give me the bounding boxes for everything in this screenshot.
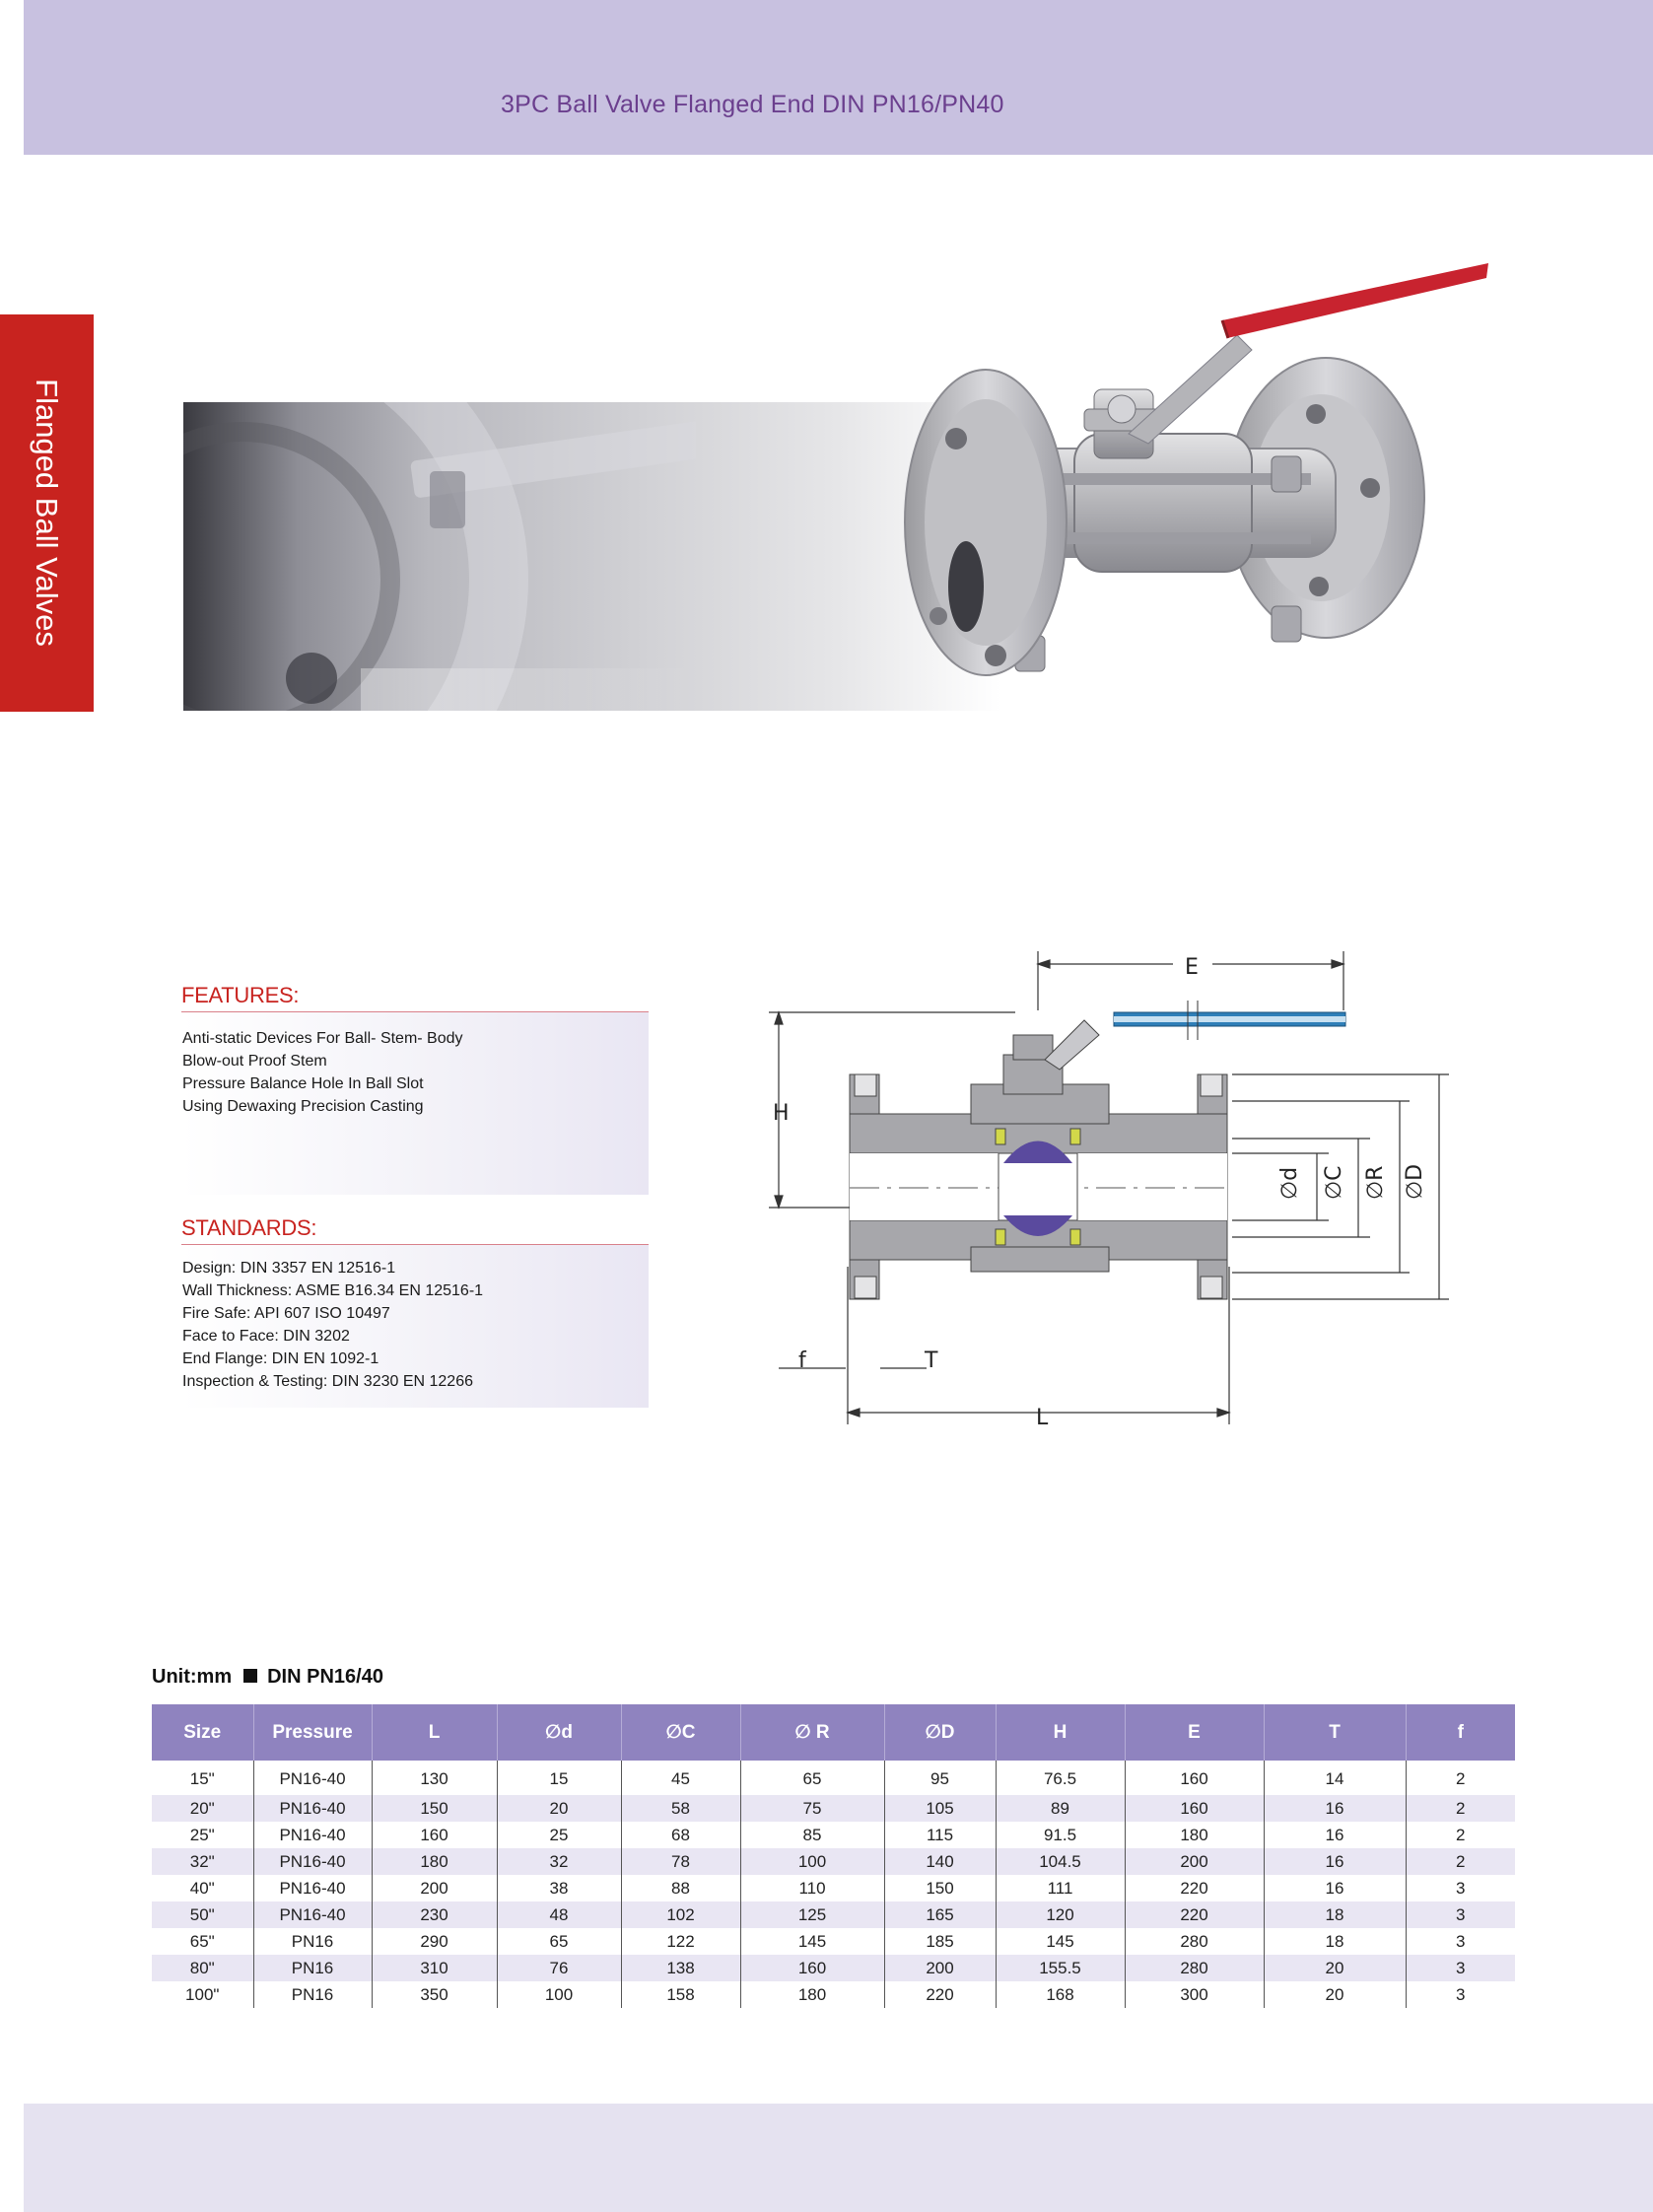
table-cell: 158	[621, 1981, 740, 2008]
table-row	[152, 1955, 1515, 1981]
table-row	[152, 1761, 1515, 1795]
table-cell: 300	[1125, 1981, 1264, 2008]
table-cell: 104.5	[996, 1848, 1125, 1875]
dim-label-c: ∅C	[1322, 1165, 1346, 1200]
table-cell: 290	[372, 1928, 497, 1955]
table-cell: 3	[1406, 1875, 1515, 1901]
dim-label-r: ∅R	[1363, 1165, 1388, 1200]
page-title: 3PC Ball Valve Flanged End DIN PN16/PN40	[501, 91, 1004, 118]
table-cell: 140	[884, 1848, 996, 1875]
header-size: Size	[152, 1704, 253, 1761]
table-cell: 2	[1406, 1822, 1515, 1848]
table-cell: 200	[1125, 1848, 1264, 1875]
valve-cross-section-drawing	[759, 941, 1469, 1434]
table-row	[152, 1981, 1515, 2008]
table-cell: 125	[740, 1901, 884, 1928]
table-cell: 16	[1264, 1875, 1406, 1901]
standards-rule	[181, 1244, 649, 1245]
side-tab-label: Flanged Ball Valves	[30, 379, 64, 647]
standard-item: Fire Safe: API 607 ISO 10497	[182, 1305, 390, 1322]
table-cell: 65"	[189, 1931, 215, 1951]
table-cell: 2	[1406, 1795, 1515, 1822]
table-cell: 220	[884, 1981, 996, 2008]
table-cell: 3	[1406, 1928, 1515, 1955]
table-cell: 160	[1125, 1795, 1264, 1822]
table-cell: 25"	[189, 1825, 215, 1844]
header-d-small: ∅d	[497, 1704, 621, 1761]
table-cell: 65	[497, 1928, 621, 1955]
table-cell: 100"	[185, 1984, 220, 2004]
table-cell: 95	[884, 1761, 996, 1795]
table-cell: 105	[884, 1795, 996, 1822]
table-row	[152, 1928, 1515, 1955]
table-cell: 310	[372, 1955, 497, 1981]
table-cell: 16	[1264, 1822, 1406, 1848]
table-cell: 220	[1125, 1875, 1264, 1901]
table-cell: 185	[884, 1928, 996, 1955]
standard-item: Design: DIN 3357 EN 12516-1	[182, 1260, 396, 1277]
table-cell: 100	[740, 1848, 884, 1875]
header-e: E	[1125, 1704, 1264, 1761]
table-cell: 76.5	[996, 1761, 1125, 1795]
table-cell: 16	[1264, 1848, 1406, 1875]
table-cell: 18	[1264, 1901, 1406, 1928]
table-cell: 2	[1406, 1761, 1515, 1795]
table-row	[152, 1795, 1515, 1822]
dim-label-h: H	[773, 1101, 790, 1126]
table-cell: 138	[621, 1955, 740, 1981]
table-cell: 58	[621, 1795, 740, 1822]
feature-item: Pressure Balance Hole In Ball Slot	[182, 1075, 424, 1092]
table-cell: 280	[1125, 1928, 1264, 1955]
header-pressure: Pressure	[253, 1704, 372, 1761]
standard-text: DIN PN16/40	[267, 1666, 383, 1688]
unit-text: Unit:mm	[152, 1666, 233, 1688]
dimension-table	[152, 1704, 1515, 2008]
features-list	[182, 1027, 463, 1118]
table-cell: 16	[1264, 1795, 1406, 1822]
table-cell: PN16-40	[253, 1875, 372, 1901]
header-t: T	[1264, 1704, 1406, 1761]
table-cell: 80"	[152, 1955, 253, 1981]
table-cell: 85	[740, 1822, 884, 1848]
table-cell: 89	[996, 1795, 1125, 1822]
table-cell: 200	[884, 1955, 996, 1981]
table-cell: 160	[372, 1822, 497, 1848]
table-cell: 15	[497, 1761, 621, 1795]
table-cell: 160	[1125, 1761, 1264, 1795]
header-d-large: ∅D	[884, 1704, 996, 1761]
table-cell: 145	[996, 1928, 1125, 1955]
features-title: FEATURES:	[181, 983, 300, 1007]
header-l: L	[372, 1704, 497, 1761]
table-cell: 88	[621, 1875, 740, 1901]
table-cell: 91.5	[996, 1822, 1125, 1848]
table-cell: 180	[1125, 1822, 1264, 1848]
table-cell: 150	[372, 1795, 497, 1822]
table-cell: 48	[497, 1901, 621, 1928]
dim-label-d-small: ∅d	[1277, 1166, 1302, 1200]
table-cell: 280	[1125, 1955, 1264, 1981]
table-cell: PN16-40	[253, 1901, 372, 1928]
table-row	[152, 1822, 1515, 1848]
table-cell: 220	[1125, 1901, 1264, 1928]
header-band	[24, 0, 1653, 155]
header-c: ∅C	[621, 1704, 740, 1761]
table-cell: 20"	[152, 1795, 253, 1822]
table-cell: 65	[740, 1761, 884, 1795]
table-cell: 115	[884, 1822, 996, 1848]
table-cell: 68	[621, 1822, 740, 1848]
table-cell: 102	[621, 1901, 740, 1928]
table-cell: 145	[740, 1928, 884, 1955]
standards-list	[182, 1257, 483, 1393]
feature-item: Anti-static Devices For Ball- Stem- Body	[182, 1030, 463, 1047]
table-cell: PN16	[253, 1955, 372, 1981]
unit-label	[152, 1666, 383, 1689]
table-cell: PN16-40	[253, 1795, 372, 1822]
table-cell: 50"	[152, 1901, 253, 1928]
table-cell: 25	[497, 1822, 621, 1848]
table-cell: 110	[740, 1875, 884, 1901]
table-cell: 78	[621, 1848, 740, 1875]
table-cell: 14	[1264, 1761, 1406, 1795]
feature-item: Blow-out Proof Stem	[182, 1053, 327, 1070]
table-cell: 3	[1406, 1981, 1515, 2008]
table-cell: 38	[497, 1875, 621, 1901]
table-cell: 180	[740, 1981, 884, 2008]
square-bullet-icon	[243, 1669, 257, 1683]
table-cell: 20	[1264, 1981, 1406, 2008]
table-cell: 130	[372, 1761, 497, 1795]
standard-item: End Flange: DIN EN 1092-1	[182, 1350, 379, 1367]
table-body	[152, 1761, 1515, 2008]
table-cell: 155.5	[996, 1955, 1125, 1981]
table-cell: 75	[740, 1795, 884, 1822]
standards-title: STANDARDS:	[181, 1215, 317, 1240]
table-row	[152, 1848, 1515, 1875]
table-cell: PN16-40	[253, 1848, 372, 1875]
footer-band	[24, 2104, 1653, 2212]
dim-label-d-large: ∅D	[1403, 1163, 1427, 1200]
table-cell: PN16	[253, 1928, 372, 1955]
table-cell: 3	[1406, 1901, 1515, 1928]
table-cell: 122	[621, 1928, 740, 1955]
table-cell: PN16	[253, 1981, 372, 2008]
table-cell: PN16-40	[253, 1761, 372, 1795]
table-cell: 3	[1406, 1955, 1515, 1981]
table-cell: 150	[884, 1875, 996, 1901]
header-h: H	[996, 1704, 1125, 1761]
table-cell: 32	[497, 1848, 621, 1875]
table-row	[152, 1875, 1515, 1901]
feature-item: Using Dewaxing Precision Casting	[182, 1098, 424, 1115]
table-cell: 180	[372, 1848, 497, 1875]
table-cell: 40"	[189, 1878, 215, 1898]
table-cell: 111	[996, 1875, 1125, 1901]
table-cell: 350	[372, 1981, 497, 2008]
table-row	[152, 1901, 1515, 1928]
table-cell: 45	[621, 1761, 740, 1795]
hero-flange-illustration	[183, 402, 696, 711]
standard-item: Inspection & Testing: DIN 3230 EN 12266	[182, 1373, 473, 1390]
header-r: ∅ R	[740, 1704, 884, 1761]
table-cell: 15"	[189, 1769, 215, 1788]
dim-label-l: L	[1036, 1406, 1049, 1430]
table-cell: PN16-40	[253, 1822, 372, 1848]
table-cell: 230	[372, 1901, 497, 1928]
dim-label-t: T	[925, 1348, 938, 1373]
table-cell: 120	[996, 1901, 1125, 1928]
table-cell: 165	[884, 1901, 996, 1928]
dim-label-e: E	[1185, 955, 1199, 980]
table-cell: 18	[1264, 1928, 1406, 1955]
dim-label-f: f	[798, 1348, 806, 1373]
table-cell: 2	[1406, 1848, 1515, 1875]
table-header-row	[152, 1704, 1515, 1761]
table-cell: 168	[996, 1981, 1125, 2008]
table-cell: 160	[740, 1955, 884, 1981]
table-cell: 200	[372, 1875, 497, 1901]
table-cell: 100	[497, 1981, 621, 2008]
standard-item: Wall Thickness: ASME B16.34 EN 12516-1	[182, 1282, 484, 1299]
table-cell: 20	[497, 1795, 621, 1822]
standard-item: Face to Face: DIN 3202	[182, 1328, 350, 1345]
table-cell: 32"	[152, 1848, 253, 1875]
features-rule	[181, 1011, 649, 1012]
table-cell: 76	[497, 1955, 621, 1981]
valve-product-image	[848, 251, 1498, 754]
header-f: f	[1406, 1704, 1515, 1761]
table-cell: 20	[1264, 1955, 1406, 1981]
